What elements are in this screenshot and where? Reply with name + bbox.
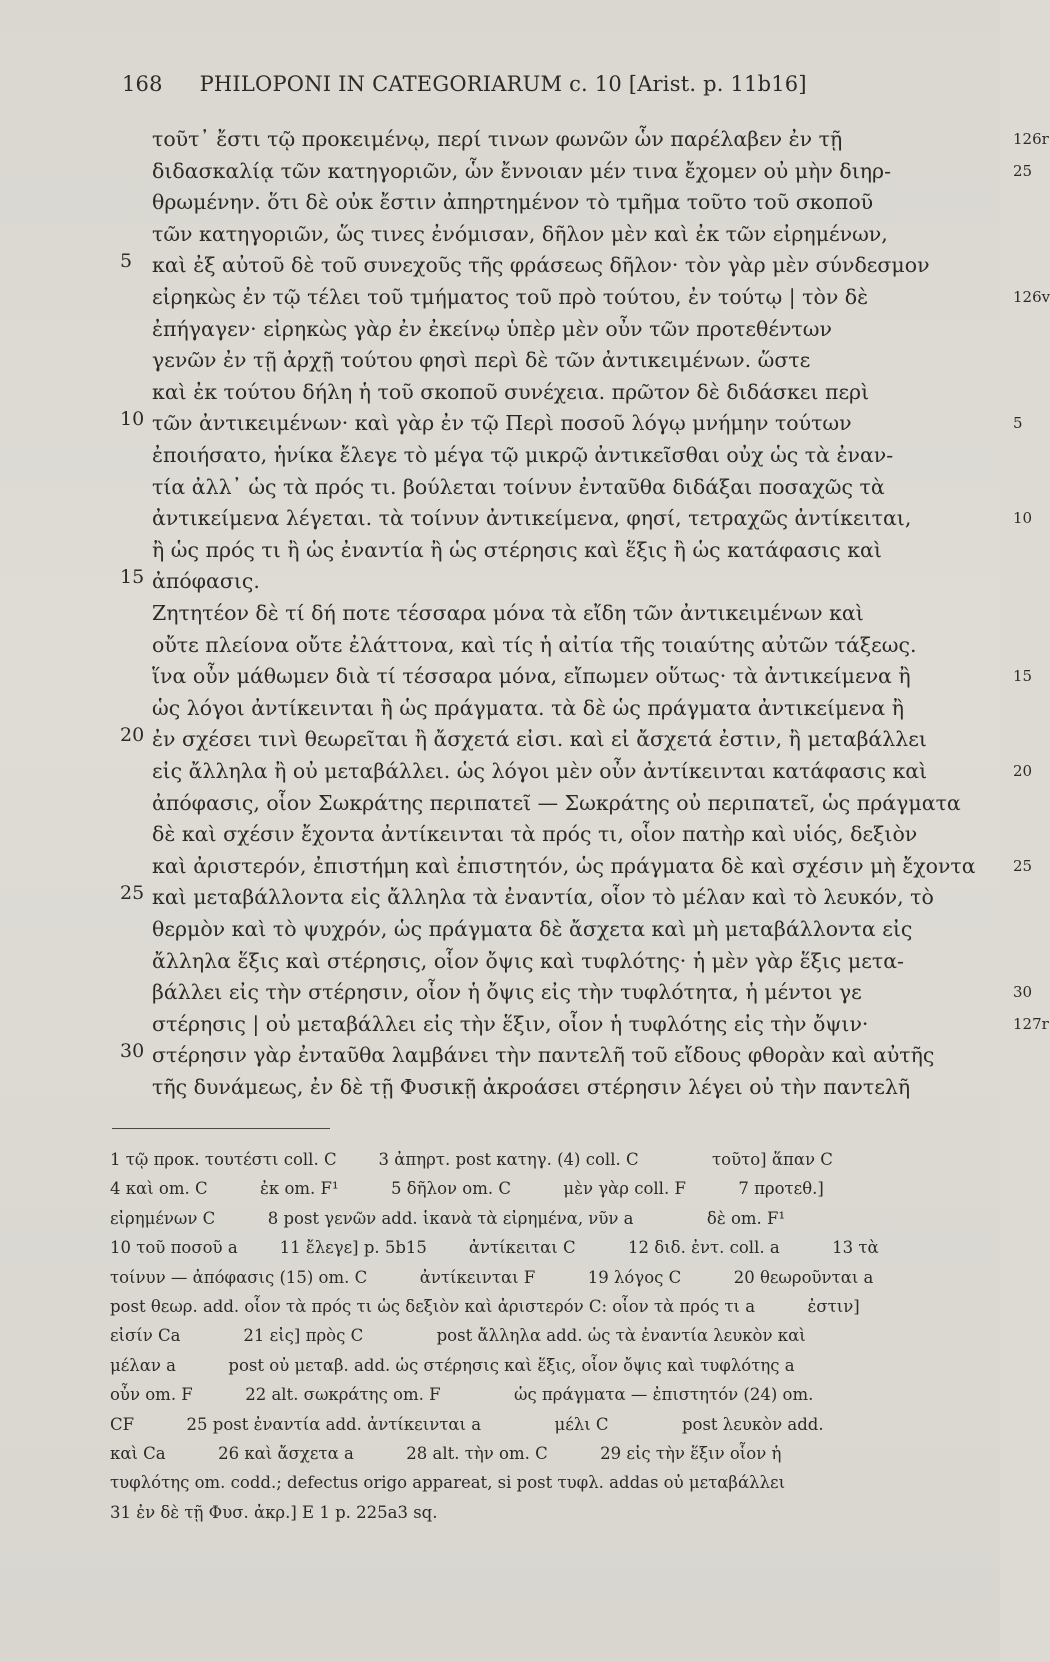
line-text: ἵνα οὖν μάθωμεν διὰ τί τέσσαρα μόνα, εἴπωμεν οὕτως· τὰ ἀντικείμενα ἢ xyxy=(152,664,911,689)
line-number: 5 xyxy=(120,250,133,273)
line-text: τοῦτ᾽ ἔστι τῷ προκειμένῳ, περί τινων φωνῶν ὧν παρέλαβεν ἐν τῇ xyxy=(152,127,843,151)
line-text: στέρησις | οὐ μεταβάλλει εἰς τὴν ἕξιν, οἷον ἡ τυφλότης εἰς τὴν ὄψιν· xyxy=(152,1011,869,1036)
line-text: θερμὸν καὶ τὸ ψυχρόν, ὡς πράγματα δὲ ἄσχετα καὶ μὴ μεταβάλλοντα εἰς xyxy=(152,917,913,941)
margin-reference: 20 xyxy=(1013,762,1033,780)
line-number: 15 xyxy=(120,566,145,589)
line-text: εἰρηκὼς ἐν τῷ τέλει τοῦ τμήματος τοῦ πρὸ τούτου, ἐν τούτῳ | τὸν δὲ xyxy=(152,285,869,309)
line-text: δὲ καὶ σχέσιν ἔχοντα ἀντίκεινται τὰ πρός τι, οἷον πατὴρ καὶ υἱός, δεξιὸν xyxy=(152,822,918,847)
line-text: ὡς λόγοι ἀντίκεινται ἢ ὡς πράγματα. τὰ δὲ ὡς πράγματα ἀντικείμενα ἢ xyxy=(152,695,905,720)
line-number: 10 xyxy=(120,408,145,431)
margin-reference: 10 xyxy=(1013,509,1033,528)
apparatus-note: οὖν om. F 22 alt. σωκράτης om. F ὡς πράγματα — ἐπιστητόν (24) om. xyxy=(110,1385,814,1405)
apparatus-note: CF 25 post ἐναντία add. ἀντίκεινται a μέλι C post λευκὸν add. xyxy=(110,1414,824,1434)
line-text: ἐπήγαγεν· εἰρηκὼς γὰρ ἐν ἐκείνῳ ὑπὲρ μὲν οὖν τῶν προτεθέντων xyxy=(152,316,832,341)
line-text: τῶν ἀντικειμένων· καὶ γὰρ ἐν τῷ Περὶ ποσοῦ λόγῳ μνήμην τούτων xyxy=(152,411,852,436)
margin-reference: 25 xyxy=(1013,161,1033,180)
margin-reference: 30 xyxy=(1013,983,1033,1002)
line-text: ἄλληλα ἕξις καὶ στέρησις, οἷον ὄψις καὶ τυφλότης· ἡ μὲν γὰρ ἕξις μετα- xyxy=(152,948,904,973)
running-title: PHILOPONI IN CATEGORIARUM c. 10 [Arist. p. 11b16] xyxy=(199,72,807,96)
margin-reference: 126r xyxy=(1013,130,1049,148)
line-text: ἢ ὡς πρός τι ἢ ὡς ἐναντία ἢ ὡς στέρησις καὶ ἕξις ἢ ὡς κατάφασις καὶ xyxy=(152,537,882,562)
line-text: ἐποιήσατο, ἡνίκα ἔλεγε τὸ μέγα τῷ μικρῷ ἀντικεῖσθαι οὐχ ὡς τὰ ἐναν- xyxy=(152,443,894,467)
line-number: 25 xyxy=(120,882,145,905)
line-number: 30 xyxy=(120,1040,145,1063)
line-text: τῆς δυνάμεως, ἐν δὲ τῇ Φυσικῇ ἀκροάσει στέρησιν λέγει οὐ τὴν παντελῆ xyxy=(152,1075,911,1099)
margin-reference: 127r xyxy=(1013,1014,1049,1033)
apparatus-note: post θεωρ. add. οἷον τὰ πρός τι ὡς δεξιὸν καὶ ἀριστερόν C: οἷον τὰ πρός τι a ἐστιν] xyxy=(110,1297,860,1316)
line-text: βάλλει εἰς τὴν στέρησιν, οἷον ἡ ὄψις εἰς τὴν τυφλότητα, ἡ μέντοι γε xyxy=(152,980,862,1005)
apparatus-note: εἰσίν Ca 21 εἰς] πρὸς C post ἄλληλα add. ὡς τὰ ἐναντία λευκὸν καὶ xyxy=(110,1326,806,1346)
apparatus-note: εἰρημένων C 8 post γενῶν add. ἱκανὰ τὰ εἰρημένα, νῦν a δὲ om. F¹ xyxy=(110,1208,786,1228)
line-text: θρωμένην. ὅτι δὲ οὐκ ἔστιν ἀπηρτημένον τὸ τμῆμα τοῦτο τοῦ σκοποῦ xyxy=(152,190,874,215)
running-header xyxy=(122,72,822,96)
apparatus-note: τυφλότης om. codd.; defectus origo appareat, si post τυφλ. addas οὐ μεταβάλλει xyxy=(110,1473,786,1493)
footnote-rule xyxy=(112,1128,330,1129)
line-text: Ζητητέον δὲ τί δή ποτε τέσσαρα μόνα τὰ εἴδη τῶν ἀντικειμένων καὶ xyxy=(152,601,864,625)
line-text: τῶν κατηγοριῶν, ὥς τινες ἐνόμισαν, δῆλον μὲν καὶ ἐκ τῶν εἰρημένων, xyxy=(152,221,888,246)
line-number: 20 xyxy=(120,724,145,747)
apparatus-note: 4 καὶ om. C ἐκ om. F¹ 5 δῆλον om. C μὲν γὰρ coll. F 7 προτεθ.] xyxy=(110,1179,824,1199)
margin-reference: 5 xyxy=(1013,414,1023,433)
apparatus-note: 10 τοῦ ποσοῦ a 11 ἔλεγε] p. 5b15 ἀντίκειται C 12 διδ. ἐντ. coll. a 13 τὰ xyxy=(110,1238,879,1258)
margin-reference: 15 xyxy=(1013,667,1033,686)
line-text: καὶ ἀριστερόν, ἐπιστήμη καὶ ἐπιστητόν, ὡς πράγματα δὲ καὶ σχέσιν μὴ ἔχοντα xyxy=(152,853,976,878)
line-text: οὔτε πλείονα οὔτε ἐλάττονα, καὶ τίς ἡ αἰτία τῆς τοιαύτης αὐτῶν τάξεως. xyxy=(152,632,917,657)
line-text: στέρησιν γὰρ ἐνταῦθα λαμβάνει τὴν παντελῆ τοῦ εἴδους φθορὰν καὶ αὐτῆς xyxy=(152,1043,935,1068)
line-text: ἐν σχέσει τινὶ θεωρεῖται ἢ ἄσχετά εἰσι. καὶ εἰ ἄσχετά ἐστιν, ἢ μεταβάλλει xyxy=(152,727,927,752)
apparatus-note: καὶ Ca 26 καὶ ἄσχετα a 28 alt. τὴν om. C 29 εἰς τὴν ἕξιν οἷον ἡ xyxy=(110,1444,782,1463)
line-text: ἀπόφασις. xyxy=(152,569,260,594)
apparatus-note: μέλαν a post οὐ μεταβ. add. ὡς στέρησις καὶ ἕξις, οἷον ὄψις καὶ τυφλότης a xyxy=(110,1355,795,1375)
line-text: ἀπόφασις, οἷον Σωκράτης περιπατεῖ — Σωκράτης οὐ περιπατεῖ, ὡς πράγματα xyxy=(152,790,961,815)
margin-reference: 126v xyxy=(1013,288,1050,306)
margin-reference: 25 xyxy=(1013,856,1033,875)
line-text: καὶ ἐξ αὐτοῦ δὲ τοῦ συνεχοῦς τῆς φράσεως δῆλον· τὸν γὰρ μὲν σύνδεσμον xyxy=(152,253,930,278)
apparatus-note: 1 τῷ προκ. τουτέστι coll. C 3 ἀπηρτ. post κατηγ. (4) coll. C τοῦτο] ἅπαν C xyxy=(110,1150,833,1169)
line-text: διδασκαλίᾳ τῶν κατηγοριῶν, ὧν ἔννοιαν μέν τινα ἔχομεν οὐ μὴν διηρ- xyxy=(152,158,891,183)
line-text: εἰς ἄλληλα ἢ οὐ μεταβάλλει. ὡς λόγοι μὲν οὖν ἀντίκεινται κατάφασις καὶ xyxy=(152,759,928,783)
line-text: τία ἀλλ᾽ ὡς τὰ πρός τι. βούλεται τοίνυν ἐνταῦθα διδάξαι ποσαχῶς τὰ xyxy=(152,474,885,499)
page-number: 168 xyxy=(122,72,163,96)
apparatus-note: 31 ἐν δὲ τῇ Φυσ. ἀκρ.] E 1 p. 225a3 sq. xyxy=(110,1502,438,1522)
line-text: καὶ μεταβάλλοντα εἰς ἄλληλα τὰ ἐναντία, οἷον τὸ μέλαν καὶ τὸ λευκόν, τὸ xyxy=(152,885,934,910)
line-text: ἀντικείμενα λέγεται. τὰ τοίνυν ἀντικείμενα, φησί, τετραχῶς ἀντίκειται, xyxy=(152,506,912,531)
line-text: γενῶν ἐν τῇ ἀρχῇ τούτου φησὶ περὶ δὲ τῶν ἀντικειμένων. ὥστε xyxy=(152,348,811,373)
apparatus-note: τοίνυν — ἀπόφασις (15) om. C ἀντίκεινται F 19 λόγος C 20 θεωροῦνται a xyxy=(110,1267,874,1287)
line-text: καὶ ἐκ τούτου δήλη ἡ τοῦ σκοποῦ συνέχεια. πρῶτον δὲ διδάσκει περὶ xyxy=(152,379,870,404)
